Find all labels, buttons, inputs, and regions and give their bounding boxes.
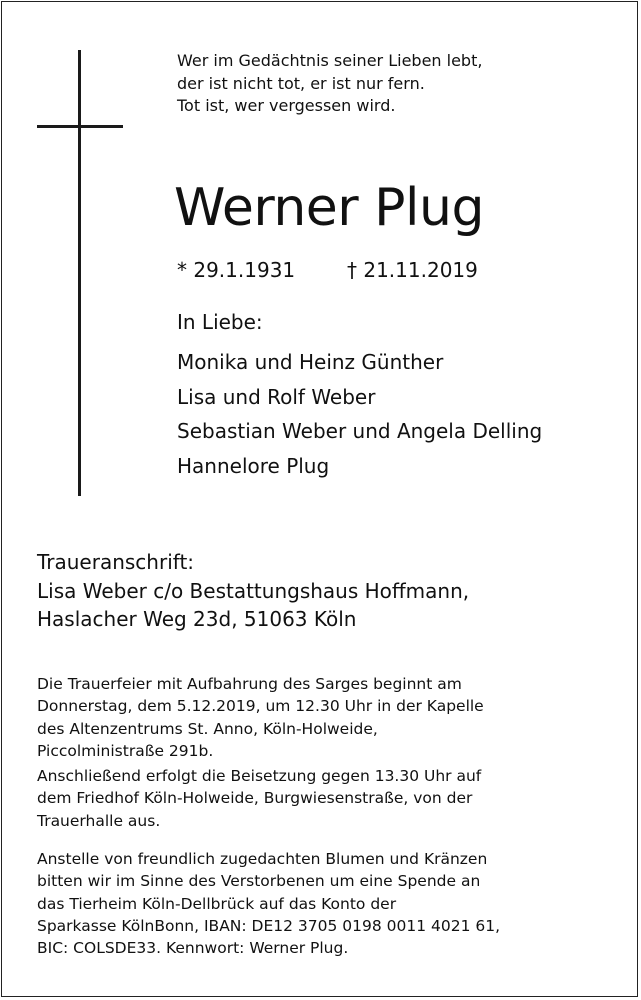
paragraph-line: des Altenzentrums St. Anno, Köln-Holweide, — [37, 719, 378, 738]
mourners-list — [177, 345, 542, 483]
cross-icon-vertical-bar — [78, 50, 81, 496]
motto-line: Wer im Gedächtnis seiner Lieben lebt, — [177, 51, 483, 70]
paragraph-line: Anstelle von freundlich zugedachten Blumen und Kränzen — [37, 850, 488, 868]
address-heading: Traueranschrift: — [37, 550, 195, 574]
paragraph-line: Donnerstag, dem 5.12.2019, um 12.30 Uhr in der Kapelle — [37, 697, 484, 716]
birth-date: * 29.1.1931 — [177, 258, 296, 282]
motto-line: Tot ist, wer vergessen wird. — [177, 96, 396, 115]
motto-line: der ist nicht tot, er ist nur fern. — [177, 73, 425, 93]
address-line: Haslacher Weg 23d, 51063 Köln — [37, 607, 357, 631]
mourner-name: Monika und Heinz Günther — [177, 350, 444, 374]
mourners-intro: In Liebe: — [177, 310, 263, 334]
funeral-service-paragraph — [37, 673, 617, 762]
mourner-name: Lisa und Rolf Weber — [177, 384, 376, 409]
paragraph-line: Die Trauerfeier mit Aufbahrung des Sarges beginnt am — [37, 675, 462, 693]
death-date: † 21.11.2019 — [347, 258, 478, 282]
burial-paragraph — [37, 765, 617, 832]
paragraph-line: BIC: COLSDE33. Kennwort: Werner Plug. — [37, 939, 349, 958]
paragraph-line: Sparkasse KölnBonn, IBAN: DE12 3705 0198 0011 4021 61, — [37, 916, 501, 935]
mourner-name: Hannelore Plug — [177, 453, 330, 478]
mourner-name: Sebastian Weber und Angela Delling — [177, 419, 543, 443]
deceased-name: Werner Plug — [174, 178, 484, 238]
address-line: Lisa Weber c/o Bestattungshaus Hoffmann, — [37, 578, 470, 603]
life-dates — [177, 256, 478, 284]
cross-icon-horizontal-bar — [37, 125, 123, 128]
donation-paragraph — [37, 848, 617, 959]
motto-quote — [177, 50, 617, 118]
mourning-address — [37, 548, 469, 634]
paragraph-line: das Tierheim Köln-Dellbrück auf das Konto der — [37, 894, 397, 913]
paragraph-line: Trauerhalle aus. — [37, 811, 161, 830]
paragraph-line: bitten wir im Sinne des Verstorbenen um eine Spende an — [37, 872, 481, 891]
paragraph-line: Anschließend erfolgt die Beisetzung gegen 13.30 Uhr auf — [37, 767, 482, 785]
paragraph-line: dem Friedhof Köln-Holweide, Burgwiesenstraße, von der — [37, 789, 473, 808]
paragraph-line: Piccolministraße 291b. — [37, 741, 214, 760]
